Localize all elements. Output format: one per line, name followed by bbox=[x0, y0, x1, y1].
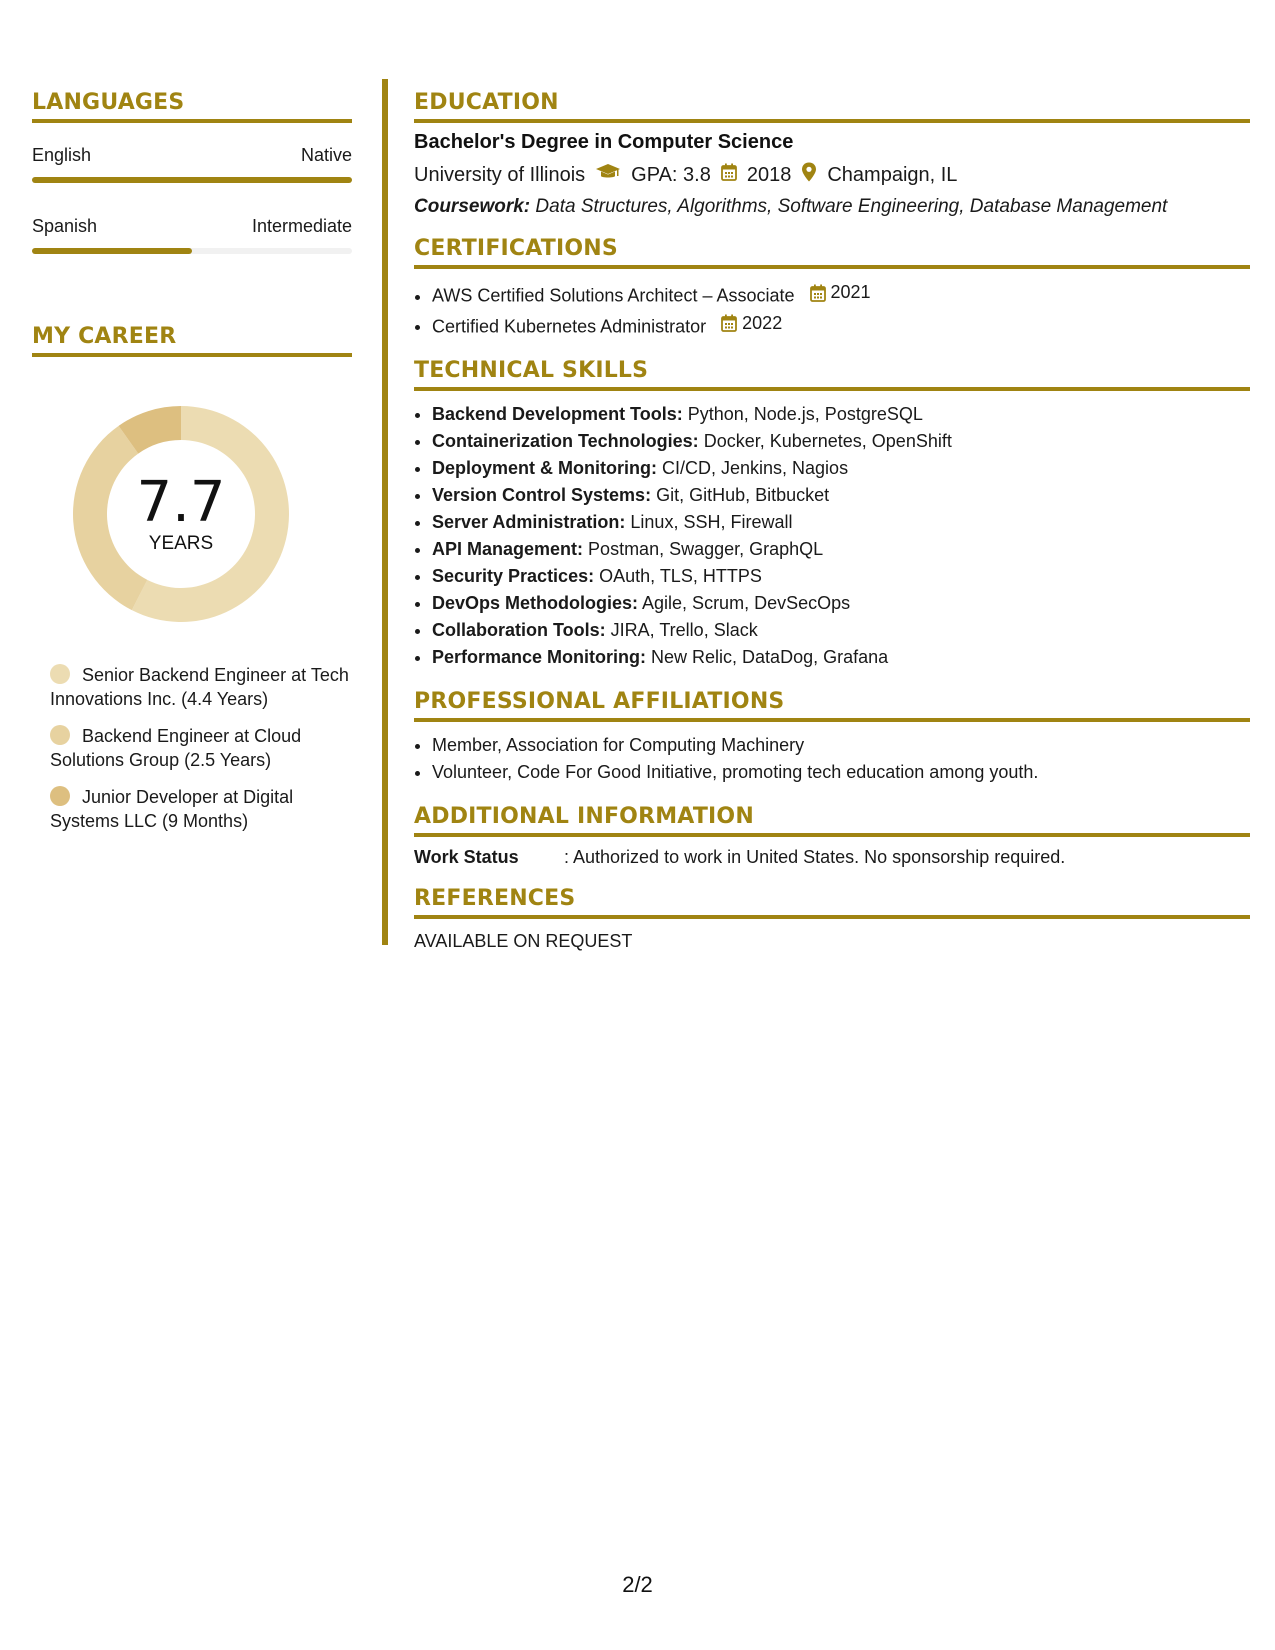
list-item bbox=[432, 401, 1250, 428]
skill-values: CI/CD, Jenkins, Nagios bbox=[662, 458, 849, 478]
skill-category: Performance Monitoring: bbox=[432, 647, 647, 667]
skill-category: Deployment & Monitoring: bbox=[432, 458, 657, 478]
language-name: English bbox=[32, 145, 92, 165]
career-legend bbox=[50, 663, 352, 833]
location-pin-icon bbox=[801, 162, 817, 188]
technical-skills-section bbox=[414, 358, 1250, 671]
list-item: • Volunteer, Code For Good Initiative, promoting tech education among youth. bbox=[432, 759, 1250, 786]
skill-category: Collaboration Tools: bbox=[432, 620, 606, 640]
language-level: Intermediate bbox=[251, 216, 352, 236]
skill-values: Git, GitHub, Bitbucket bbox=[656, 485, 830, 505]
certification-name: AWS Certified Solutions Architect – Associate bbox=[432, 285, 795, 306]
list-item bbox=[432, 482, 1250, 509]
calendar-icon bbox=[721, 163, 737, 187]
list-item bbox=[432, 509, 1250, 536]
technical-skills-title: TECHNICAL SKILLS bbox=[414, 358, 1250, 391]
school-name: University of Illinois bbox=[414, 163, 586, 186]
legend-dot bbox=[50, 786, 70, 806]
page-number: 2/2 bbox=[622, 1572, 653, 1597]
school-location: Champaign, IL bbox=[827, 163, 958, 186]
legend-item bbox=[50, 724, 352, 772]
skill-values: Docker, Kubernetes, OpenShift bbox=[703, 431, 952, 451]
language-bar-fill bbox=[32, 248, 192, 254]
gpa: GPA: 3.8 bbox=[631, 163, 711, 186]
language-name: Spanish bbox=[32, 216, 98, 236]
legend-item bbox=[50, 785, 352, 833]
column-divider bbox=[382, 79, 388, 945]
skill-category: DevOps Methodologies: bbox=[432, 593, 639, 613]
skill-values: Agile, Scrum, DevSecOps bbox=[642, 593, 851, 613]
calendar-icon bbox=[721, 314, 737, 332]
sidebar bbox=[32, 90, 352, 846]
references-section bbox=[414, 886, 1250, 952]
skill-category: Security Practices: bbox=[432, 566, 595, 586]
certifications-section bbox=[414, 236, 1250, 340]
list-item bbox=[432, 310, 1250, 341]
list-item bbox=[432, 590, 1250, 617]
skill-values: Linux, SSH, Firewall bbox=[630, 512, 793, 532]
degree-title: Bachelor's Degree in Computer Science bbox=[414, 131, 794, 153]
list-item bbox=[432, 279, 1250, 310]
skill-values: New Relic, DataDog, Grafana bbox=[651, 647, 889, 667]
language-english bbox=[32, 145, 352, 183]
certifications-title: CERTIFICATIONS bbox=[414, 236, 1250, 269]
legend-label: Junior Developer at Digital Systems LLC (9 Months) bbox=[50, 787, 294, 831]
career-title: MY CAREER bbox=[32, 324, 352, 357]
skill-values: Postman, Swagger, GraphQL bbox=[588, 539, 824, 559]
certification-name: Certified Kubernetes Administrator bbox=[432, 316, 707, 336]
list-item bbox=[432, 563, 1250, 590]
affiliations-section bbox=[414, 689, 1250, 786]
skill-category: Containerization Technologies: bbox=[432, 431, 699, 451]
references-text: AVAILABLE ON REQUEST bbox=[414, 931, 633, 951]
coursework bbox=[414, 196, 1250, 218]
graduation-cap-icon bbox=[595, 163, 621, 187]
skill-category: API Management: bbox=[432, 539, 584, 559]
language-bar bbox=[32, 177, 352, 183]
coursework-label: Coursework: bbox=[414, 196, 531, 217]
languages-title: LANGUAGES bbox=[32, 90, 352, 123]
affiliations-list bbox=[414, 732, 1250, 786]
work-status-value: : Authorized to work in United States. No sponsorship required. bbox=[564, 847, 1066, 867]
list-item bbox=[432, 455, 1250, 482]
list-item bbox=[432, 644, 1250, 671]
legend-label: Senior Backend Engineer at Tech Innovations Inc. (4.4 Years) bbox=[50, 665, 349, 709]
legend-dot bbox=[50, 725, 70, 745]
legend-item bbox=[50, 663, 352, 711]
calendar-icon bbox=[810, 284, 826, 302]
graduation-year: 2018 bbox=[746, 163, 792, 186]
language-level: Native bbox=[300, 145, 352, 165]
career-donut-chart bbox=[66, 399, 296, 629]
additional-info-section bbox=[414, 804, 1250, 868]
list-item bbox=[432, 617, 1250, 644]
list-item bbox=[432, 428, 1250, 455]
work-status-row bbox=[414, 847, 1250, 868]
certification-year: 2022 bbox=[742, 312, 783, 333]
references-title: REFERENCES bbox=[414, 886, 1250, 919]
certification-year: 2021 bbox=[830, 282, 871, 302]
education-title: EDUCATION bbox=[414, 90, 1250, 123]
main-content bbox=[414, 90, 1250, 970]
language-bar-fill bbox=[32, 177, 352, 183]
career-total-value: 7.7 bbox=[136, 470, 226, 535]
affiliations-title: PROFESSIONAL AFFILIATIONS bbox=[414, 689, 1250, 722]
skill-values: OAuth, TLS, HTTPS bbox=[599, 566, 762, 586]
list-item bbox=[432, 536, 1250, 563]
skills-list bbox=[414, 401, 1250, 671]
list-item: • Member, Association for Computing Machinery bbox=[432, 732, 1250, 759]
coursework-list: Data Structures, Algorithms, Software Engineering, Database Management bbox=[535, 196, 1168, 217]
work-status-label: Work Status bbox=[414, 847, 519, 867]
additional-info-title: ADDITIONAL INFORMATION bbox=[414, 804, 1250, 837]
skill-category: Server Administration: bbox=[432, 512, 626, 532]
career-total-unit: YEARS bbox=[148, 533, 214, 554]
education-meta bbox=[414, 162, 1250, 188]
skill-values: Python, Node.js, PostgreSQL bbox=[687, 404, 923, 424]
skill-category: Version Control Systems: bbox=[432, 485, 652, 505]
legend-dot bbox=[50, 664, 70, 684]
language-spanish bbox=[32, 216, 352, 254]
skill-category: Backend Development Tools: bbox=[432, 404, 683, 424]
skill-values: JIRA, Trello, Slack bbox=[610, 620, 758, 640]
legend-label: Backend Engineer at Cloud Solutions Group (2.5 Years) bbox=[50, 726, 302, 770]
language-bar bbox=[32, 248, 352, 254]
certifications-list bbox=[414, 279, 1250, 340]
education-section bbox=[414, 90, 1250, 218]
